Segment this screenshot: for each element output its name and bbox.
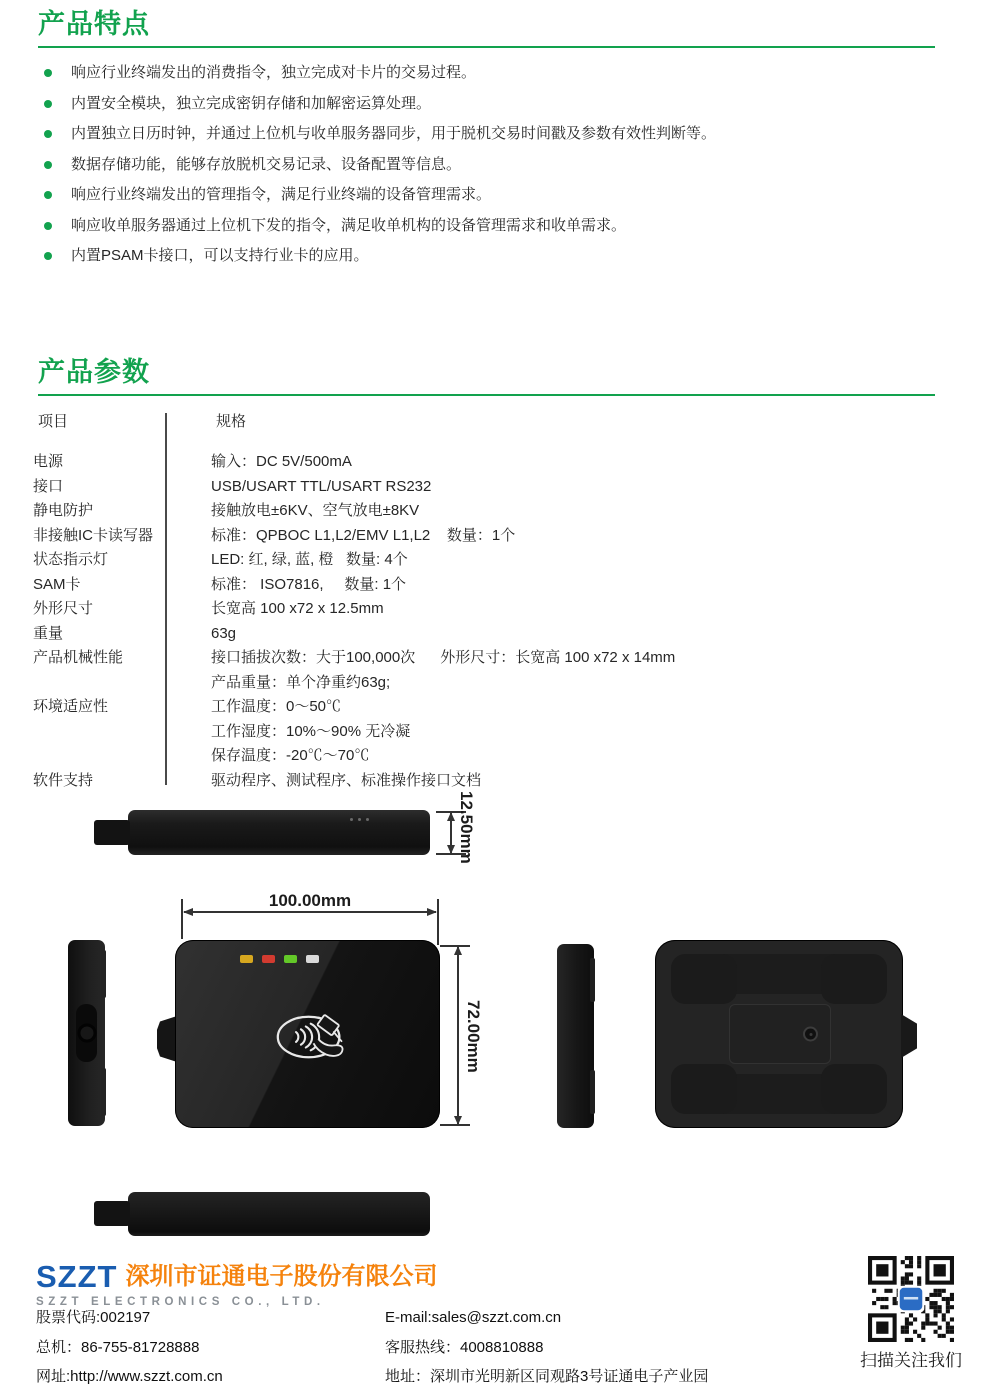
bullet-dot-icon xyxy=(44,161,52,169)
param-row xyxy=(33,499,935,524)
website-url: 网址:http://www.szzt.com.cn xyxy=(36,1368,223,1385)
dim-height-arrow-down xyxy=(447,845,455,854)
spec-line: 产品重量：单个净重约63g; xyxy=(211,673,391,691)
param-values xyxy=(165,573,406,598)
side-step-bottom xyxy=(101,1068,106,1116)
param-row xyxy=(33,548,935,573)
vent-dots xyxy=(350,818,369,821)
device-back-view xyxy=(655,940,903,1128)
features-divider xyxy=(38,46,935,48)
feature-text: 内置独立日历时钟，并通过上位机与收单服务器同步，用于脱机交易时间戳及参数有效性判断等。 xyxy=(71,125,717,142)
feature-item xyxy=(38,156,935,175)
features-section xyxy=(38,8,935,278)
back-right-tab xyxy=(901,1014,917,1058)
param-label: 环境适应性 xyxy=(33,698,109,715)
param-row xyxy=(33,475,935,500)
param-label: 静电防护 xyxy=(33,502,94,519)
screw-icon xyxy=(803,1027,818,1042)
dim-depth-arrow-down xyxy=(454,1116,462,1125)
spec-line: 长宽高 100 x72 x 12.5mm xyxy=(211,600,384,617)
back-foot-pad xyxy=(671,954,737,1004)
feature-text: 数据存储功能，能够存放脱机交易记录、设备配置等信息。 xyxy=(71,155,462,173)
feature-list xyxy=(38,64,935,266)
param-row xyxy=(33,769,935,794)
dim-depth-arrow-up xyxy=(454,946,462,955)
contact-column-right xyxy=(385,1303,845,1387)
param-label: 电源 xyxy=(33,453,64,470)
back-foot-pad xyxy=(821,954,887,1004)
usb-connector xyxy=(94,1201,130,1226)
param-values xyxy=(165,769,481,794)
spec-line: 标准： ISO7816, 数量: 1个 xyxy=(211,575,407,593)
led-indicator xyxy=(284,955,297,963)
param-row xyxy=(33,573,935,598)
back-foot-pad xyxy=(821,1064,887,1114)
param-label: 重量 xyxy=(33,624,64,642)
contact-column-left xyxy=(36,1303,376,1387)
usb-connector xyxy=(94,820,130,845)
stock-code: 股票代码:002197 xyxy=(36,1309,151,1326)
param-values xyxy=(165,646,675,695)
dim-width-ext-left xyxy=(181,899,183,939)
feature-item xyxy=(38,247,935,266)
email-address: E-mail:sales@szzt.com.cn xyxy=(385,1309,562,1326)
side-port xyxy=(76,1004,97,1062)
device-side-bottom-view xyxy=(128,1192,430,1236)
params-section xyxy=(33,356,935,793)
param-values xyxy=(165,450,352,475)
spec-line: 63g xyxy=(211,624,237,642)
param-row xyxy=(33,450,935,475)
feature-text: 响应行业终端发出的管理指令，满足行业终端的设备管理需求。 xyxy=(71,186,492,203)
feature-item xyxy=(38,95,935,114)
param-values xyxy=(165,695,410,769)
bullet-dot-icon xyxy=(44,191,52,199)
params-divider xyxy=(38,394,935,396)
device-side-right-view xyxy=(557,944,594,1128)
bullet-dot-icon xyxy=(44,100,52,108)
spec-line: 工作湿度：10%～90% 无冷凝 xyxy=(211,722,411,740)
logo-company-en: SZZT ELECTRONICS CO., LTD. xyxy=(36,1296,325,1308)
spec-line: 驱动程序、测试程序、标准操作接口文档 xyxy=(211,771,482,789)
params-table xyxy=(33,411,935,793)
param-label: 非接触IC卡读写器 xyxy=(33,526,154,544)
param-row xyxy=(33,597,935,622)
spec-line: 接口插拔次数：大于100,000次 外形尺寸：长宽高 100 x72 x 14mm xyxy=(211,649,676,666)
param-label: 外形尺寸 xyxy=(33,600,94,617)
spec-line: 标准：QPBOC L1,L2/EMV L1,L2 数量：1个 xyxy=(211,526,516,544)
param-label: 软件支持 xyxy=(33,771,94,789)
front-left-tab xyxy=(157,1016,177,1062)
side-step-top xyxy=(101,950,106,998)
dimension-height-label: 12.50mm xyxy=(457,790,476,864)
dim-width-ext-right xyxy=(437,899,439,945)
param-values xyxy=(165,548,408,573)
feature-item xyxy=(38,186,935,205)
spec-line: LED: 红, 绿, 蓝, 橙 数量: 4个 xyxy=(211,551,408,568)
led-indicator xyxy=(262,955,275,963)
dim-height-arrow-up xyxy=(447,812,455,821)
dim-width-arrow-left xyxy=(183,908,193,916)
param-values xyxy=(165,475,431,500)
bullet-dot-icon xyxy=(44,130,52,138)
params-header-item: 项目 xyxy=(38,413,69,430)
params-title: 产品参数 xyxy=(38,357,150,387)
logo-company-cn: 深圳市证通电子股份有限公司 xyxy=(125,1263,438,1290)
param-label: 产品机械性能 xyxy=(33,649,124,666)
param-label: 状态指示灯 xyxy=(33,551,109,568)
params-header-spec: 规格 xyxy=(216,413,247,430)
device-side-left-view xyxy=(68,940,105,1126)
feature-text: 响应行业终端发出的消费指令，独立完成对卡片的交易过程。 xyxy=(71,64,477,81)
param-label: SAM卡 xyxy=(33,575,81,593)
dimension-depth-label: 72.00mm xyxy=(464,999,483,1073)
feature-item xyxy=(38,217,935,236)
phone-number: 总机：86-755-81728888 xyxy=(36,1338,200,1356)
qr-caption: 扫描关注我们 xyxy=(860,1351,962,1370)
param-values xyxy=(165,597,384,622)
feature-text: 内置安全模块，独立完成密钥存储和加解密运算处理。 xyxy=(71,94,432,112)
bullet-dot-icon xyxy=(44,252,52,260)
param-values xyxy=(165,499,419,524)
param-row xyxy=(33,524,935,549)
param-row xyxy=(33,646,935,695)
dim-depth-line xyxy=(457,947,459,1124)
company-logo xyxy=(36,1259,438,1308)
led-strip xyxy=(240,955,319,963)
spec-line: 保存温度：-20℃～70℃ xyxy=(211,747,370,764)
feature-item xyxy=(38,64,935,83)
param-label: 接口 xyxy=(33,477,64,495)
back-nameplate xyxy=(729,1004,831,1064)
feature-text: 内置PSAM卡接口，可以支持行业卡的应用。 xyxy=(71,247,369,264)
bullet-dot-icon xyxy=(44,69,52,77)
dim-width-arrow-right xyxy=(427,908,437,916)
param-row xyxy=(33,695,935,769)
param-values xyxy=(165,622,236,647)
spec-line: USB/USART TTL/USART RS232 xyxy=(211,477,432,495)
bullet-dot-icon xyxy=(44,222,52,230)
led-indicator xyxy=(306,955,319,963)
dimension-width-label: 100.00mm xyxy=(268,891,352,910)
service-hotline: 客服热线：4008810888 xyxy=(385,1338,544,1356)
param-row xyxy=(33,622,935,647)
device-side-top-view xyxy=(128,810,430,855)
side-step-bottom xyxy=(590,1070,595,1114)
spec-line: 输入：DC 5V/500mA xyxy=(211,453,352,470)
led-indicator xyxy=(240,955,253,963)
param-values xyxy=(165,524,515,549)
device-front-view xyxy=(175,940,440,1128)
feature-item xyxy=(38,125,935,144)
params-header-row xyxy=(33,411,935,433)
feature-text: 响应收单服务器通过上位机下发的指令，满足收单机构的设备管理需求和收单需求。 xyxy=(71,216,627,234)
features-title: 产品特点 xyxy=(38,9,150,39)
company-address: 地址：深圳市光明新区同观路3号证通电子产业园 xyxy=(385,1368,709,1385)
spec-line: 工作温度：0～50℃ xyxy=(211,698,342,715)
logo-szzt-text: SZZT xyxy=(36,1259,118,1294)
side-step-top xyxy=(590,958,595,1002)
spec-line: 接触放电±6KV、空气放电±8KV xyxy=(211,502,420,519)
dim-width-line xyxy=(184,911,436,913)
contactless-icon xyxy=(275,1008,359,1066)
back-foot-pad xyxy=(671,1064,737,1114)
params-rows xyxy=(33,450,935,793)
qr-code-svg xyxy=(868,1256,954,1342)
